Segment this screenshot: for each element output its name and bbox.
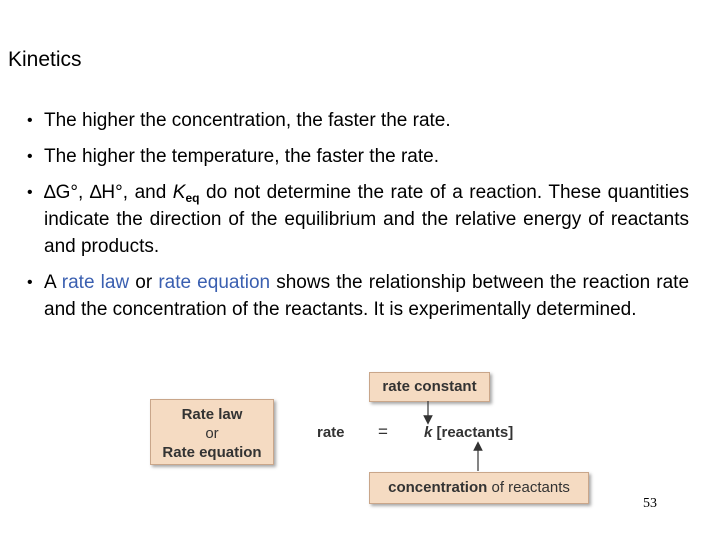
rate-equation-term: rate equation bbox=[158, 272, 271, 293]
page-number: 53 bbox=[643, 496, 657, 511]
bullet-text: The higher the concentration, the faster the rate. bbox=[44, 110, 451, 131]
bullet-text: shows the relationship between the reaction rate and the concentration of the reactants. It is experimentally determined. bbox=[44, 272, 690, 320]
bullet-list bbox=[27, 107, 689, 332]
rate-law-box bbox=[150, 399, 274, 465]
or-label: or bbox=[205, 425, 219, 442]
bullet-marker: • bbox=[27, 112, 33, 129]
equation-equals: = bbox=[378, 422, 388, 441]
keq-symbol: K bbox=[172, 182, 186, 203]
of-reactants-label: of reactants bbox=[487, 479, 570, 496]
delta-g-text: ∆G°, bbox=[44, 182, 90, 203]
rate-law-term: rate law bbox=[61, 272, 130, 293]
delta-h-text: ∆H°, bbox=[89, 182, 135, 203]
slide-title: Kinetics bbox=[8, 48, 82, 71]
bullet-item bbox=[27, 179, 689, 260]
concentration-box bbox=[369, 472, 589, 504]
bullet-marker: • bbox=[27, 184, 33, 201]
bullet-item bbox=[27, 143, 689, 170]
bullet-item bbox=[27, 107, 689, 134]
rate-equation-label: Rate equation bbox=[162, 444, 262, 461]
equation-k-reactants bbox=[424, 424, 513, 441]
rate-constant-box bbox=[369, 372, 490, 402]
rate-law-label: Rate law bbox=[181, 406, 243, 423]
bullet-marker: • bbox=[27, 274, 33, 291]
bullet-text: do not determine the rate of a reaction. These quantities indicate the direction of the equilibrium and the relative energy of reactants and products. bbox=[44, 182, 689, 257]
and-text: and bbox=[134, 182, 173, 203]
bullet-item bbox=[27, 269, 689, 323]
equation-reactants: [reactants] bbox=[432, 424, 514, 441]
equation-k: k bbox=[424, 424, 433, 441]
equation-rate: rate bbox=[317, 424, 345, 441]
concentration-label: concentration bbox=[388, 479, 488, 496]
bullet-text-lead: A bbox=[44, 272, 62, 293]
or-text: or bbox=[129, 272, 159, 293]
bullet-marker: • bbox=[27, 148, 33, 165]
keq-subscript: eq bbox=[185, 191, 200, 205]
bullet-text: The higher the temperature, the faster the rate. bbox=[44, 146, 440, 167]
rate-constant-label: rate constant bbox=[382, 378, 477, 395]
